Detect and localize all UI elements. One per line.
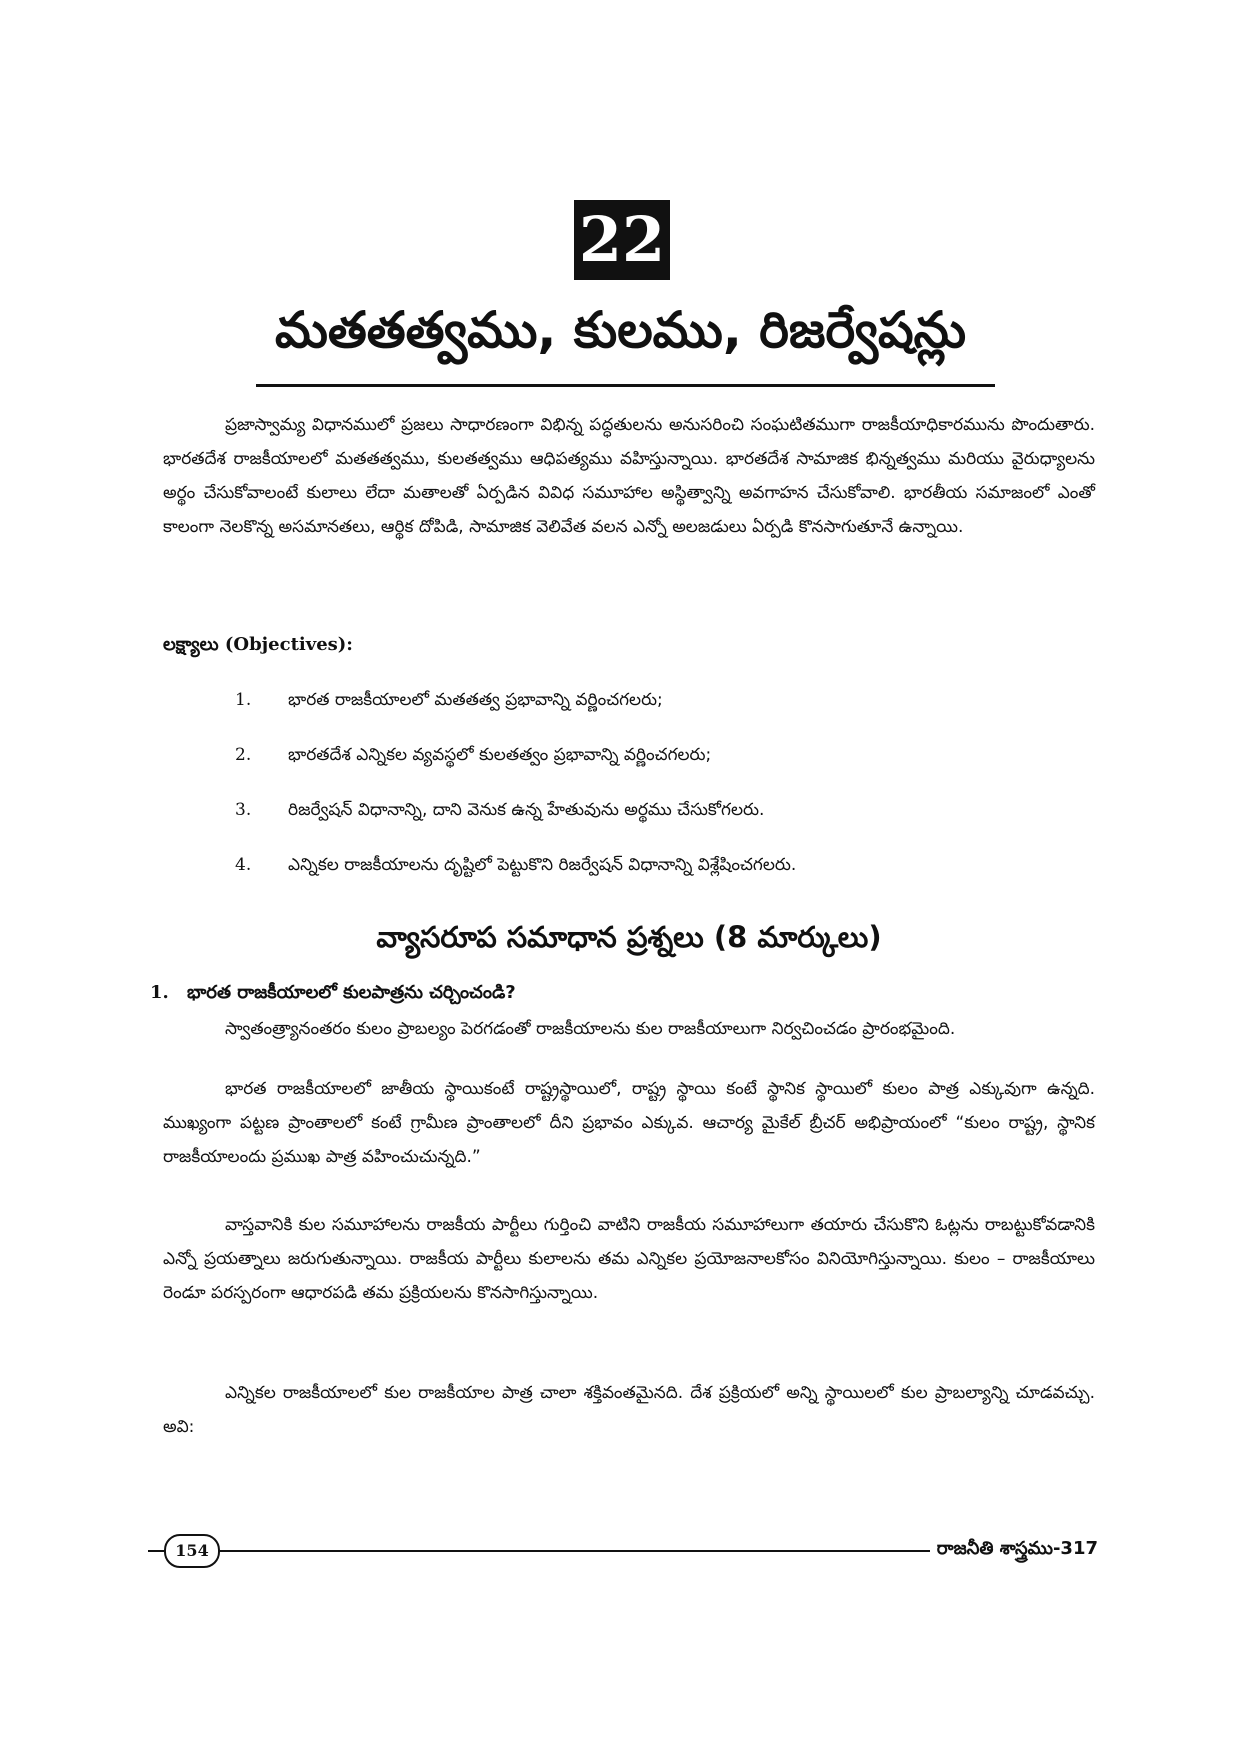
question-number: 1. (150, 982, 169, 1003)
intro-paragraph (163, 408, 1095, 544)
objective-text: రిజర్వేషన్ విధానాన్ని, దాని వెనుక ఉన్న హేతువును అర్థము చేసుకోగలరు. (288, 800, 765, 820)
intro-text: ప్రజాస్వామ్య విధానములో ప్రజలు సాధారణంగా విభిన్న పద్ధతులను అనుసరించి సంఘటితముగా రాజకీయాధికారమును పొందుతారు. భారతదేశ రాజకీయాలలో మతతత్వము, కులతత్వము ఆధిపత్యము వహిస్తున్నాయి. భారతదేశ సామాజిక భిన్నత్వము మరియు వైరుధ్యాలను అర్థం చేసుకోవాలంటే కులాలు లేదా మతాలతో ఏర్పడిన వివిధ సమూహాల అస్థిత్వాన్ని అవగాహన చేసుకోవాలి. భారతీయ సమాజంలో ఎంతో కాలంగా నెలకొన్న అసమానతలు, ఆర్థిక దోపిడి, సామాజిక వెలివేత వలన ఎన్నో అలజడులు ఏర్పడి కొనసాగుతూనే ఉన్నాయి. (163, 415, 1095, 537)
chapter-title: మతతత్వము, కులము, రిజర్వేషన్లు (274, 301, 967, 359)
objective-text: ఎన్నికల రాజకీయాలను దృష్టిలో పెట్టుకొని రిజర్వేషన్ విధానాన్ని విశ్లేషించగలరు. (288, 855, 797, 875)
book-label: రాజనీతి శాస్త్రము-317 (936, 1538, 1098, 1559)
answer-paragraph (163, 1376, 1095, 1444)
section-heading: వ్యాసరూప సమాధాన ప్రశ్నలు (8 మార్కులు) (376, 920, 882, 954)
objective-item (235, 850, 1095, 880)
answer-paragraph (163, 1012, 1095, 1046)
answer-text: భారత రాజకీయాలలో జాతీయ స్థాయికంటే రాష్ట్రస్థాయిలో, రాష్ట్ర స్థాయి కంటే స్థానిక స్థాయిలో కులం పాత్ర ఎక్కువుగా ఉన్నది. ముఖ్యంగా పట్టణ ప్రాంతాలలో కంటే గ్రామీణ ప్రాంతాలలో దీని ప్రభావం ఎక్కువ. ఆచార్య మైకేల్ బ్రీచర్ అభిప్రాయంలో “కులం రాష్ట్ర, స్థానిక రాజకీయాలందు ప్రముఖ పాత్ర వహించుచున్నది.” (163, 1079, 1095, 1167)
page-number: 154 (164, 1534, 220, 1568)
objective-number: 3. (235, 800, 252, 820)
footer-rule (218, 1550, 930, 1552)
objective-text: భారతదేశ ఎన్నికల వ్యవస్థలో కులతత్వం ప్రభావాన్ని వర్ణించగలరు; (288, 745, 712, 765)
chapter-number-badge: 22 (574, 200, 670, 280)
objectives-label-en: (Objectives): (224, 634, 353, 655)
objective-text: భారత రాజకీయాలలో మతతత్వ ప్రభావాన్ని వర్ణించగలరు; (288, 690, 663, 710)
answer-text: ఎన్నికల రాజకీయాలలో కుల రాజకీయాల పాత్ర చాలా శక్తివంతమైనది. దేశ ప్రక్రియలో అన్ని స్థాయిలలో కుల ప్రాబల్యాన్ని చూడవచ్చు. అవి: (163, 1383, 1095, 1437)
objective-item (235, 795, 1095, 825)
question-text: భారత రాజకీయాలలో కులపాత్రను చర్చించండి? (187, 982, 516, 1003)
footer-rule-left (148, 1550, 164, 1552)
question-heading (150, 978, 516, 1008)
objective-item (235, 740, 1095, 770)
answer-text: వాస్తవానికి కుల సమూహాలను రాజకీయ పార్టీలు గుర్తించి వాటిని రాజకీయ సమూహాలుగా తయారు చేసుకొని ఓట్లను రాబట్టుకోవడానికి ఎన్నో ప్రయత్నాలు జరుగుతున్నాయి. రాజకీయ పార్టీలు కులాలను తమ ఎన్నికల ప్రయోజనాలకోసం వినియోగిస్తున్నాయి. కులం – రాజకీయాలు రెండూ పరస్పరంగా ఆధారపడి తమ ప్రక్రియలను కొనసాగిస్తున్నాయి. (163, 1215, 1095, 1303)
objective-item (235, 685, 1095, 715)
objective-number: 4. (235, 855, 252, 875)
page-footer (148, 1530, 1098, 1570)
title-divider (256, 384, 995, 387)
answer-paragraph (163, 1072, 1095, 1174)
objectives-label-te: లక్ష్యాలు (163, 634, 219, 655)
objective-number: 1. (235, 690, 252, 710)
objective-number: 2. (235, 745, 252, 765)
answer-paragraph (163, 1208, 1095, 1310)
answer-text: స్వాతంత్ర్యానంతరం కులం ప్రాబల్యం పెరగడంతో రాజకీయాలను కుల రాజకీయాలుగా నిర్వచించడం ప్రారంభమైంది. (225, 1019, 956, 1039)
objectives-heading (163, 630, 353, 660)
